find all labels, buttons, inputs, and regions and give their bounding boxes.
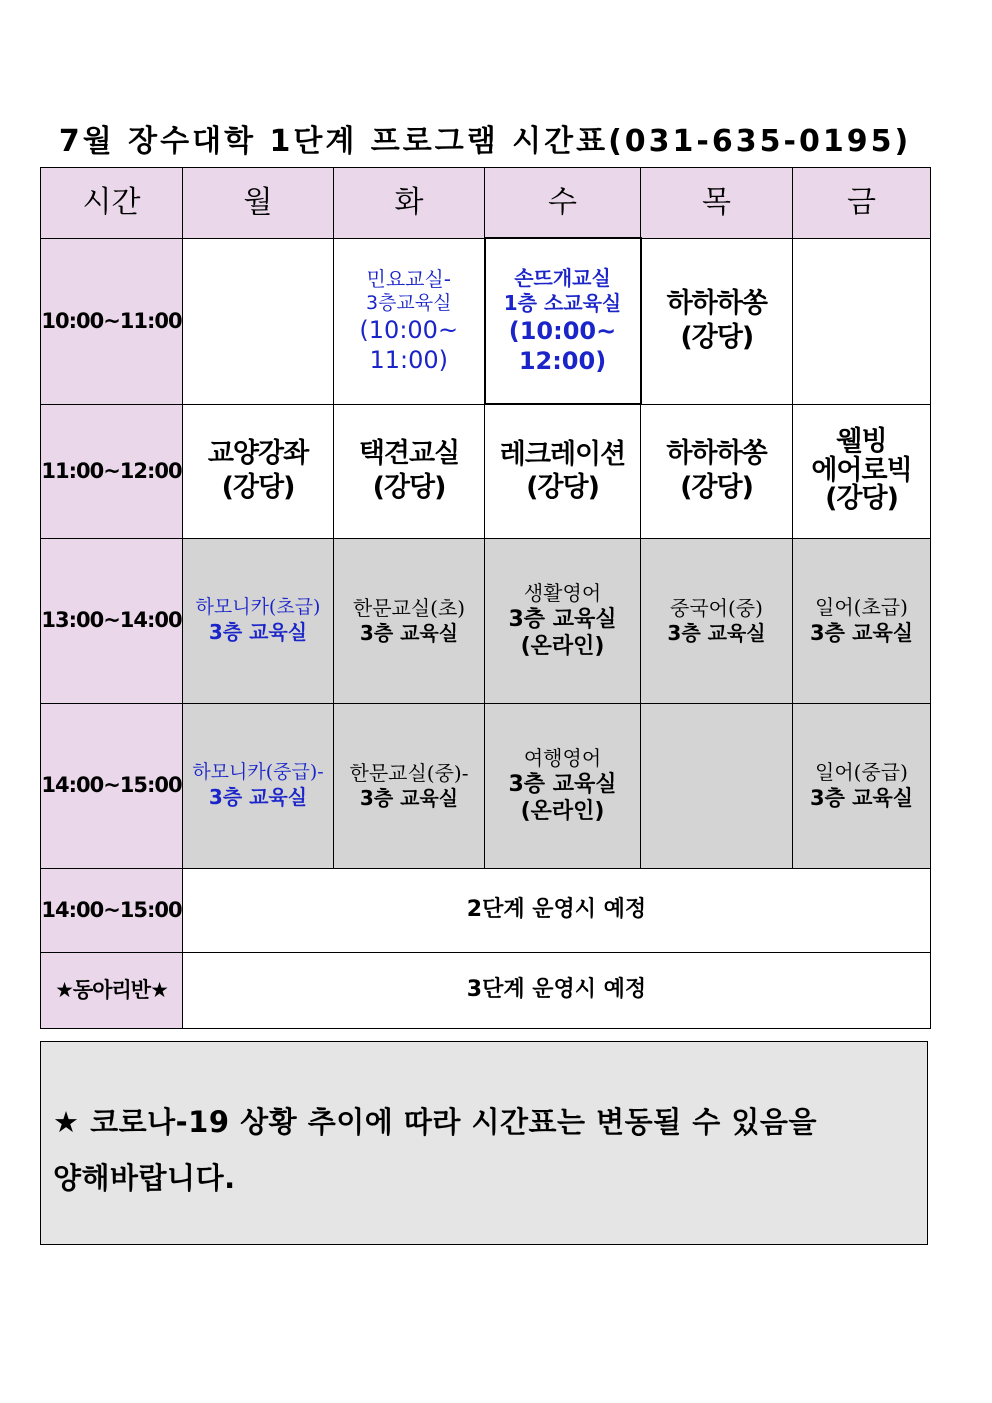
class-name: 한문교실(초) xyxy=(352,595,466,620)
class-time: 11:00) xyxy=(369,346,449,375)
class-room: 3층교육실 xyxy=(365,291,452,314)
cell-wed xyxy=(485,238,641,404)
header-time: 시간 xyxy=(41,168,183,239)
cell-tue xyxy=(334,703,485,868)
cell-fri xyxy=(793,703,931,868)
cell-thu xyxy=(641,538,793,703)
header-mon: 월 xyxy=(183,168,334,239)
class-room: (강당) xyxy=(372,472,446,503)
table-row xyxy=(41,703,931,868)
class-name: 일어(중급) xyxy=(815,759,908,784)
cell-thu xyxy=(641,404,793,538)
class-name: 중국어(중) xyxy=(670,595,763,620)
cell-mon xyxy=(183,538,334,703)
header-thu: 목 xyxy=(641,168,793,239)
class-room: (강당) xyxy=(221,472,295,503)
class-name: 웰빙 xyxy=(836,426,887,458)
time-cell: 10:00~11:00 xyxy=(41,238,183,404)
cell-mon-empty xyxy=(183,238,334,404)
class-name: 생활영어 xyxy=(523,580,602,605)
cell-mon xyxy=(183,404,334,538)
merged-cell xyxy=(183,952,931,1028)
notice-line-1: ★ 코로나-19 상황 추이에 따라 시간표는 변동될 수 있음을 xyxy=(53,1105,817,1139)
notice-line-2: 양해바랍니다. xyxy=(53,1161,236,1195)
class-room: (강당) xyxy=(680,472,753,503)
class-room: (강당) xyxy=(825,483,898,515)
cell-thu xyxy=(641,238,793,404)
page-title: 7월 장수대학 1단계 프로그램 시간표(031-635-0195) xyxy=(58,124,912,159)
class-room: 3층 교육실 xyxy=(359,620,459,645)
class-room: 3층 교육실 xyxy=(208,784,308,809)
class-name: 하하하쏭 xyxy=(666,438,767,470)
class-room: 3층 교육실 xyxy=(359,785,459,810)
class-name: 한문교실(중)- xyxy=(349,760,469,785)
class-name: 민요교실- xyxy=(366,266,451,291)
class-room: 3층 교육실 xyxy=(809,620,914,645)
class-room: 1층 소교육실 xyxy=(503,291,622,315)
class-name: 하모니카(중급)- xyxy=(192,761,324,784)
header-fri: 금 xyxy=(793,168,931,239)
table-row xyxy=(41,404,931,538)
table-row xyxy=(41,538,931,703)
time-cell: 14:00~15:00 xyxy=(41,703,183,868)
class-room: (강당) xyxy=(526,472,599,504)
header-tue: 화 xyxy=(334,168,485,239)
timetable xyxy=(40,167,931,1029)
stage-2-notice: 2단계 운영시 예정 xyxy=(466,897,647,923)
stage-3-notice: 3단계 운영시 예정 xyxy=(466,977,647,1003)
class-name: 일어(초급) xyxy=(815,594,908,619)
cell-tue xyxy=(334,538,485,703)
cell-tue xyxy=(334,238,485,404)
class-room: 3층 교육실 xyxy=(208,619,308,644)
cell-wed xyxy=(485,538,641,703)
header-wed: 수 xyxy=(485,168,641,239)
club-label: ★동아리반★ xyxy=(41,952,183,1028)
time-cell: 11:00~12:00 xyxy=(41,404,183,538)
cell-wed xyxy=(485,404,641,538)
table-row xyxy=(41,952,931,1028)
class-room: 3층 교육실 xyxy=(508,771,617,797)
table-row xyxy=(41,868,931,952)
class-name: 하모니카(초급) xyxy=(195,596,321,619)
class-name: 손뜨개교실 xyxy=(514,266,611,290)
class-room: 3층 교육실 xyxy=(667,620,766,645)
class-room: (강당) xyxy=(680,322,754,353)
class-name: 에어로빅 xyxy=(811,454,912,486)
class-name: 하하하쏭 xyxy=(666,288,767,320)
class-time: 12:00) xyxy=(518,347,607,375)
notice-text xyxy=(53,1094,817,1206)
time-cell: 13:00~14:00 xyxy=(41,538,183,703)
time-cell: 14:00~15:00 xyxy=(41,868,183,952)
class-time: (10:00~ xyxy=(508,317,617,345)
header-row xyxy=(41,168,931,239)
class-note: (온라인) xyxy=(520,634,605,659)
class-name: 교양강좌 xyxy=(207,438,309,470)
cell-fri xyxy=(793,404,931,538)
class-room: 3층 교육실 xyxy=(809,785,914,810)
cell-tue xyxy=(334,404,485,538)
class-name: 여행영어 xyxy=(523,745,602,770)
table-row xyxy=(41,238,931,404)
merged-cell xyxy=(183,868,931,952)
class-name: 택견교실 xyxy=(358,438,460,470)
notice-box xyxy=(40,1041,928,1245)
cell-wed xyxy=(485,703,641,868)
cell-fri xyxy=(793,538,931,703)
cell-thu-empty xyxy=(641,703,793,868)
class-time: (10:00~ xyxy=(359,316,459,345)
class-note: (온라인) xyxy=(520,799,605,824)
class-room: 3층 교육실 xyxy=(508,606,617,632)
cell-fri-empty xyxy=(793,238,931,404)
class-name: 레크레이션 xyxy=(499,438,626,470)
cell-mon xyxy=(183,703,334,868)
